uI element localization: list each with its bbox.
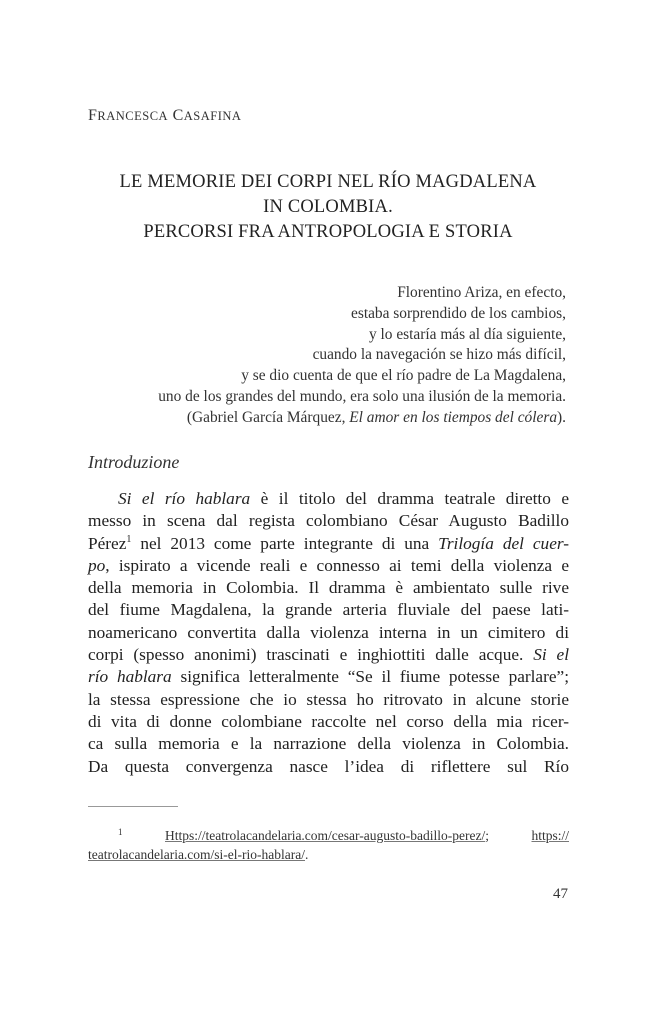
- footnote-end: .: [305, 847, 309, 862]
- footnote-link-1[interactable]: Https://teatrolacandelaria.com/cesar-augusto-badillo-perez/: [165, 828, 486, 843]
- epigraph-line: Florentino Ariza, en efecto,: [397, 284, 566, 301]
- trilogy-title: Trilogía del cuer-: [438, 533, 570, 553]
- author-first-rest: RANCESCA: [97, 109, 169, 123]
- epigraph: [46, 283, 566, 429]
- body-line: ca sulla memoria e la narrazione della violenza in Colombia.: [88, 734, 569, 754]
- footnote-line: [88, 845, 569, 864]
- footnote-marker[interactable]: 1: [126, 533, 132, 545]
- body-text: è il titolo del dramma teatrale diretto e: [250, 489, 569, 508]
- epigraph-line: cuando la navegación se hizo más difícil,: [312, 346, 566, 364]
- footnote-link-2-cont[interactable]: teatrolacandelaria.com/si-el-rio-hablara/: [88, 847, 306, 862]
- body-paragraph: [88, 488, 569, 778]
- play-title: Si el río hablara: [118, 489, 251, 508]
- body-line: del fiume Magdalena, la grande arteria fluviale del paese lati-: [88, 600, 569, 620]
- body-text: nel 2013 come parte integrante di una: [131, 533, 439, 553]
- body-line: di vita di donne colombiane raccolte nel corso della mia ricer-: [88, 711, 569, 731]
- author-last-rest: ASAFINA: [183, 109, 242, 123]
- article-title: [88, 170, 568, 245]
- footnote-link-2[interactable]: https://: [531, 828, 569, 843]
- trilogy-title-end: po: [88, 555, 106, 575]
- body-line: [88, 488, 569, 510]
- author-header: [88, 107, 241, 125]
- footnote-separator-text: ;: [485, 828, 532, 843]
- body-text: corpi (spesso anonimi) trascinati e inghiottiti dalle acque.: [88, 645, 534, 665]
- body-line: Da questa convergenza nasce l’idea di riflettere sul Río: [88, 756, 569, 776]
- body-line: [88, 533, 569, 555]
- citation-work: El amor en los tiempos del cólera: [349, 408, 558, 426]
- epigraph-citation: [46, 408, 566, 429]
- citation-close: ).: [557, 408, 566, 426]
- author-last-initial: C: [172, 107, 184, 124]
- epigraph-line: y lo estaría más al día siguiente,: [368, 325, 566, 343]
- author-first-initial: F: [88, 107, 98, 124]
- footnote-line: [88, 826, 569, 845]
- title-line-1: LE MEMORIE DEI CORPI NEL RÍO MAGDALENA: [119, 172, 537, 192]
- body-line: [88, 644, 569, 666]
- body-line: [88, 666, 569, 688]
- body-line: messo in scena dal regista colombiano César Augusto Badillo: [88, 511, 569, 531]
- epigraph-line: uno de los grandes del mundo, era solo una ilusión de la memoria.: [158, 387, 566, 405]
- body-text: significa letteralmente “Se il fiume potesse parlare”;: [171, 667, 569, 687]
- footnote-number: 1: [118, 827, 123, 837]
- body-line: [88, 555, 569, 577]
- body-line: la stessa espressione che io stessa ho ritrovato in alcune storie: [88, 689, 569, 709]
- body-line: noamericano convertita dalla violenza interna in un cimitero di: [88, 622, 569, 642]
- play-title: Si el: [533, 645, 570, 665]
- play-title-end: río hablara: [88, 667, 172, 687]
- page-number: 47: [553, 886, 568, 902]
- title-line-3: PERCORSI FRA ANTROPOLOGIA E STORIA: [143, 222, 513, 242]
- body-text: Pérez: [88, 533, 127, 553]
- footnote: [88, 826, 569, 864]
- body-line: della memoria in Colombia. Il dramma è ambientato sulle rive: [88, 578, 569, 598]
- body-text: , ispirato a vicende reali e connesso ai temi della violenza e: [105, 555, 569, 575]
- title-line-2: IN COLOMBIA.: [263, 197, 393, 217]
- citation-author: (Gabriel García Márquez,: [186, 408, 350, 426]
- epigraph-line: estaba sorprendido de los cambios,: [351, 304, 566, 322]
- footnote-separator: [88, 806, 178, 807]
- epigraph-line: y se dio cuenta de que el río padre de La Magdalena,: [241, 367, 566, 385]
- section-heading: Introduzione: [88, 452, 180, 472]
